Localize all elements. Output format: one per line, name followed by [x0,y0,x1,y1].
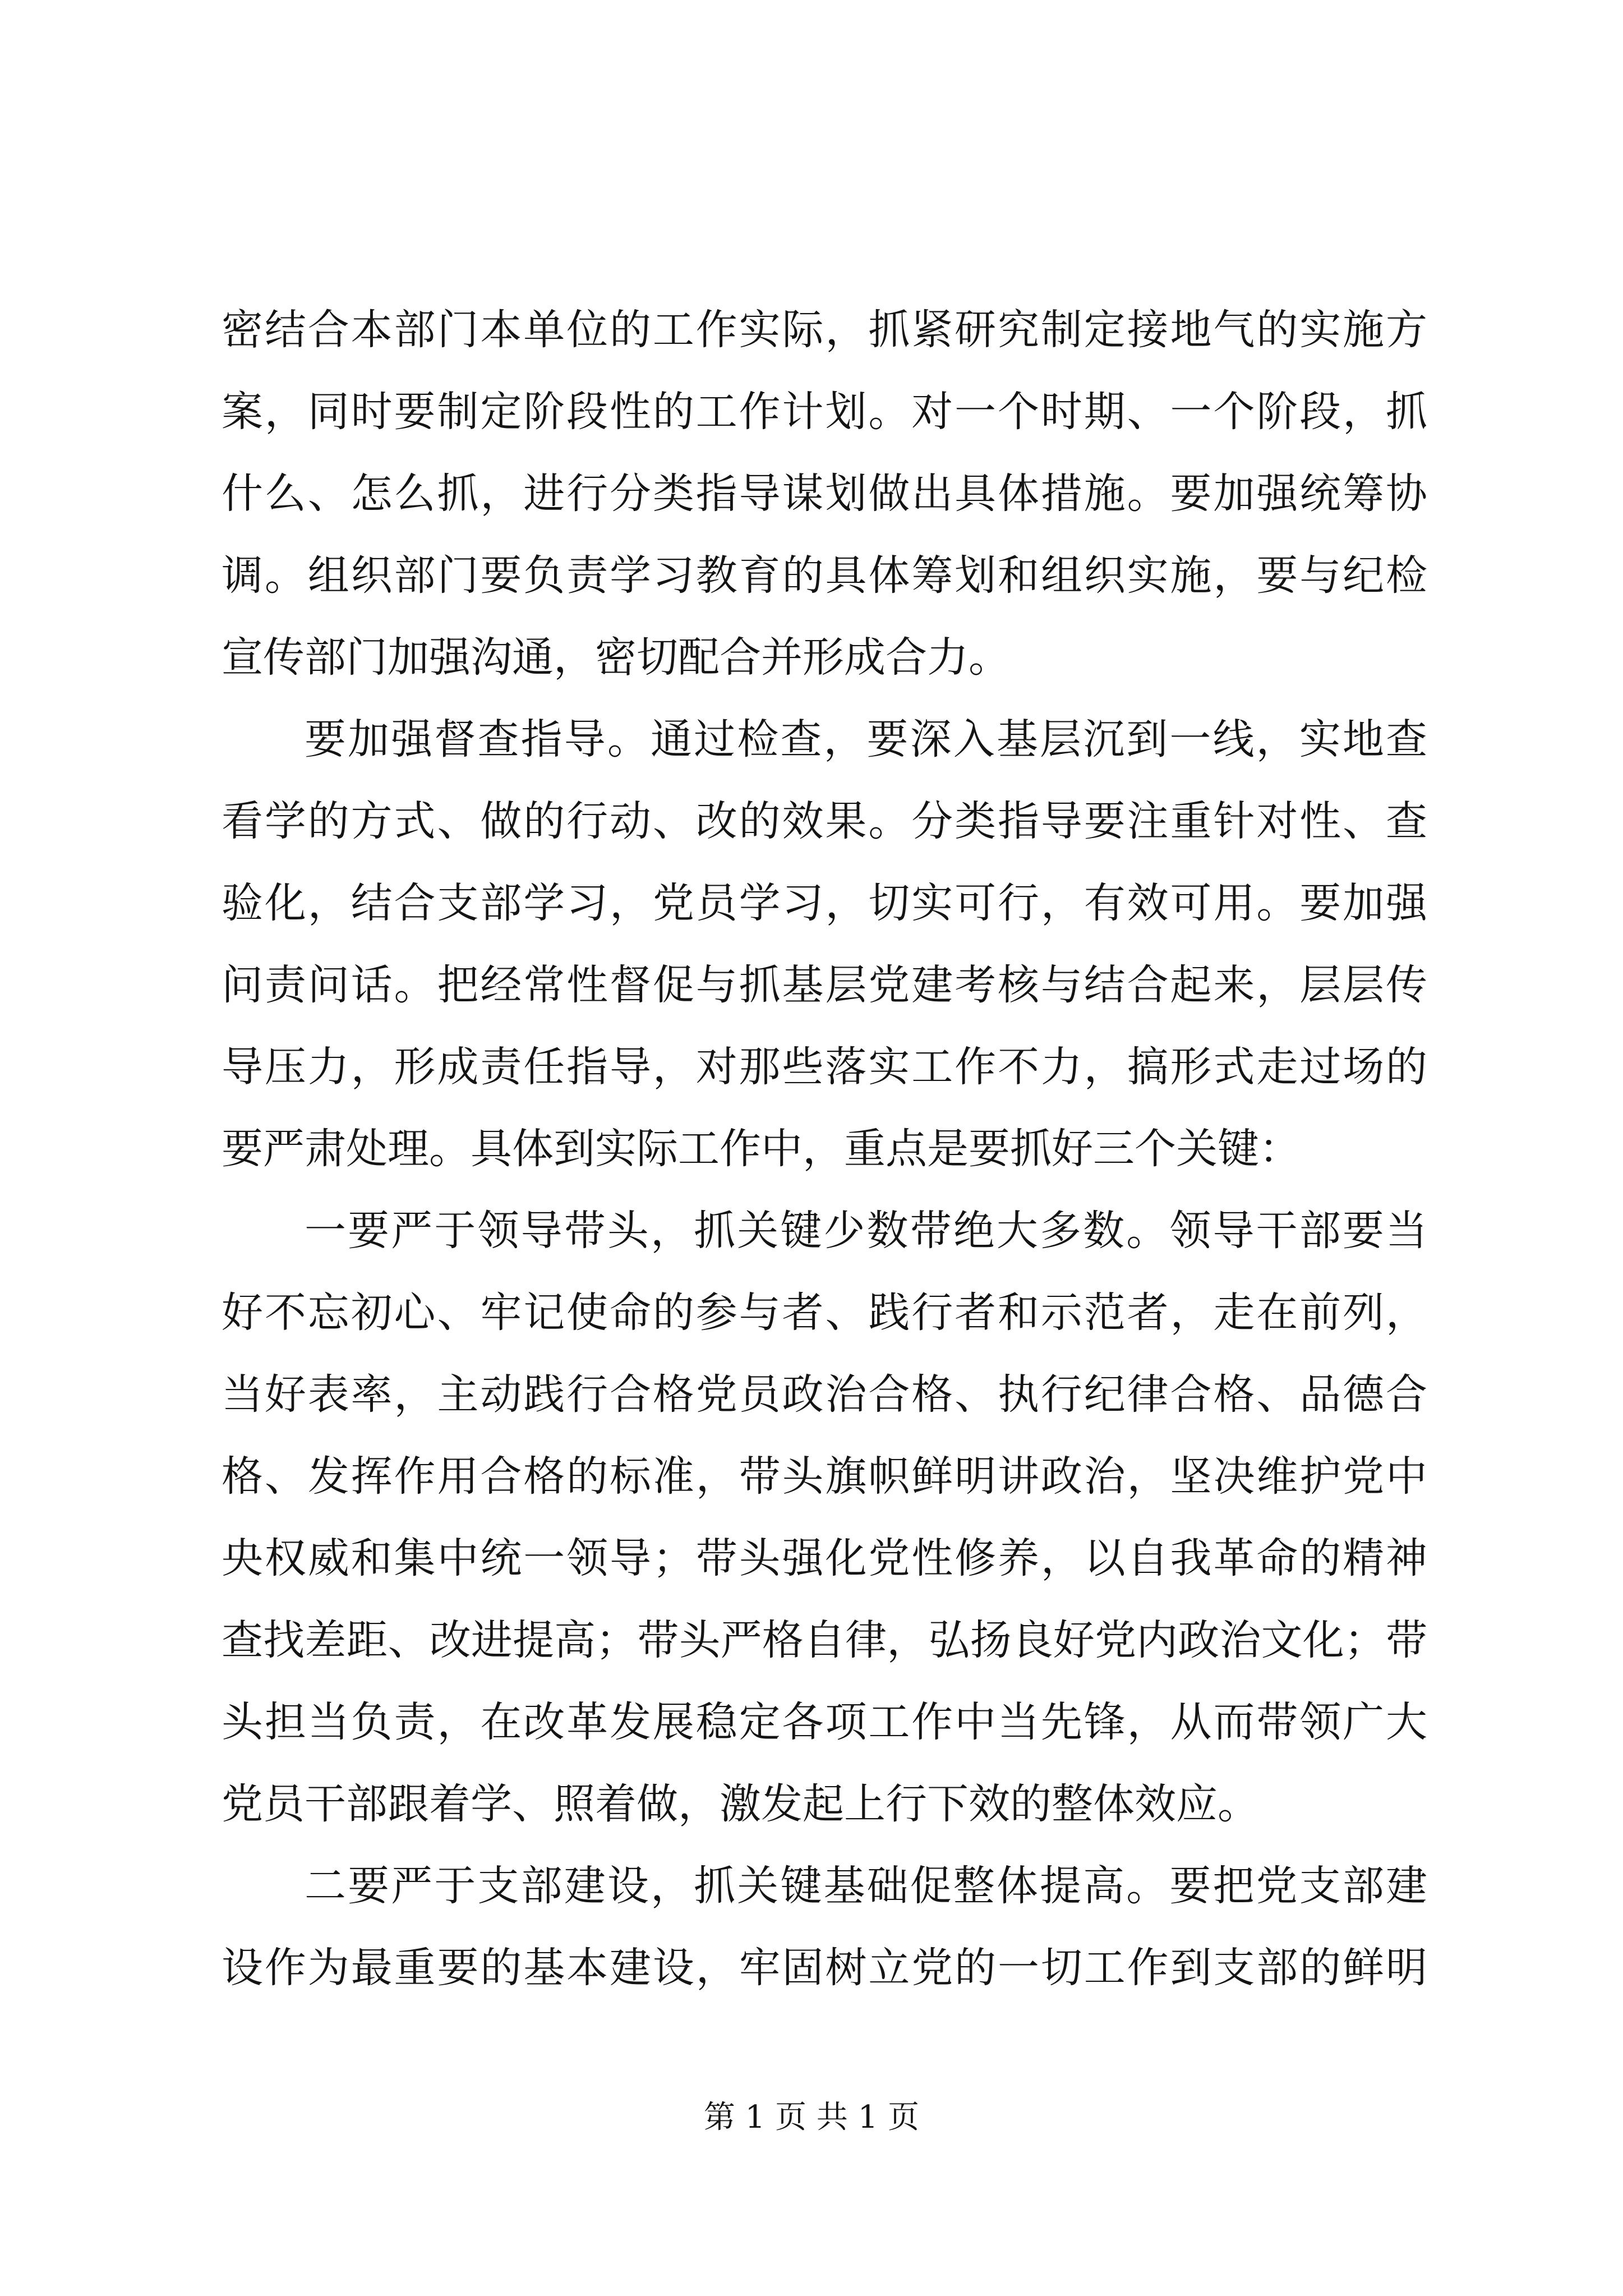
page-footer: 第 1 页 共 1 页 [703,2099,920,2136]
text-line: 什么、怎么抓，进行分类指导谋划做出具体措施。要加强统筹协 [222,470,1427,518]
text-line: 格、发挥作用合格的标准，带头旗帜鲜明讲政治，坚决维护党中 [222,1452,1427,1501]
text-line: 设作为最重要的基本建设，牢固树立党的一切工作到支部的鲜明 [222,1944,1427,1992]
text-line: 问责问话。把经常性督促与抓基层党建考核与结合起来，层层传 [222,961,1427,1009]
text-line: 密结合本部门本单位的工作实际，抓紧研究制定接地气的实施方 [222,306,1427,354]
text-line: 要严肃处理。具体到实际工作中，重点是要抓好三个关键： [222,1125,1301,1173]
text-line: 头担当负责，在改革发展稳定各项工作中当先锋，从而带领广大 [222,1698,1427,1746]
text-line: 案，同时要制定阶段性的工作计划。对一个时期、一个阶段，抓 [222,388,1427,436]
paragraph-first-line: 二要严于支部建设，抓关键基础促整体提高。要把党支部建 [305,1862,1427,1910]
text-line: 导压力，形成责任指导，对那些落实工作不力，搞形式走过场的 [222,1043,1427,1091]
text-line: 看学的方式、做的行动、改的效果。分类指导要注重针对性、查 [222,797,1427,845]
paragraph-first-line: 一要严于领导带头，抓关键少数带绝大多数。领导干部要当 [305,1207,1427,1255]
text-line: 查找差距、改进提高；带头严格自律，弘扬良好党内政治文化；带 [222,1616,1427,1664]
text-line: 党员干部跟着学、照着做，激发起上行下效的整体效应。 [222,1780,1259,1828]
document-body [222,289,1427,2009]
text-line: 验化，结合支部学习，党员学习，切实可行，有效可用。要加强 [222,879,1427,927]
paragraph-first-line: 要加强督查指导。通过检查，要深入基层沉到一线，实地查 [305,715,1427,763]
text-line: 调。组织部门要负责学习教育的具体筹划和组织实施，要与纪检 [222,551,1427,600]
text-line: 宣传部门加强沟通，密切配合并形成合力。 [222,633,1010,682]
text-line: 好不忘初心、牢记使命的参与者、践行者和示范者，走在前列， [222,1289,1427,1337]
text-line: 当好表率，主动践行合格党员政治合格、执行纪律合格、品德合 [222,1370,1427,1419]
text-line: 央权威和集中统一领导；带头强化党性修养，以自我革命的精神 [222,1534,1427,1582]
